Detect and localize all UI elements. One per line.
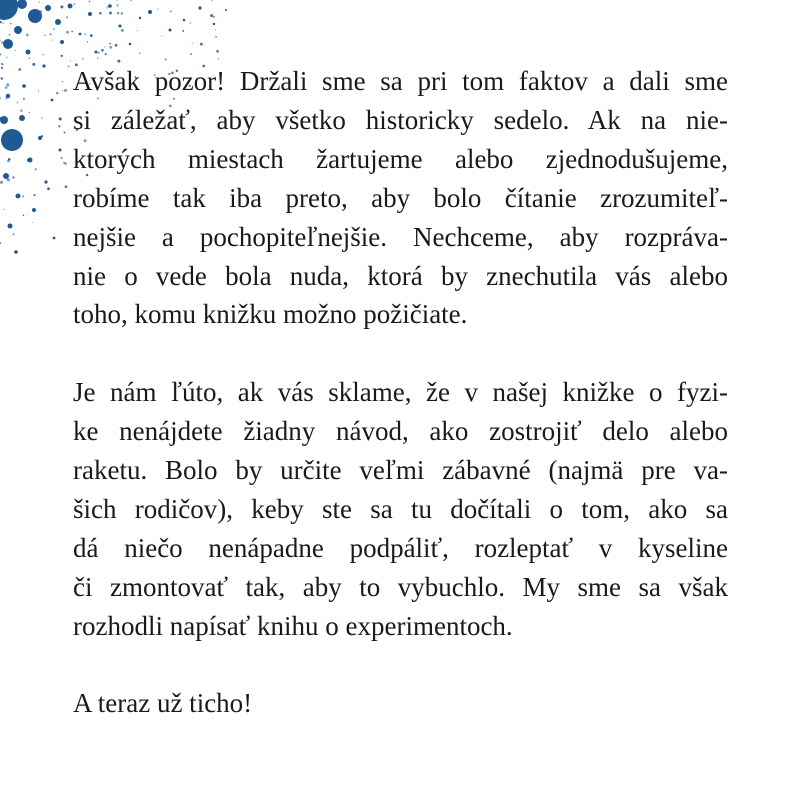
paragraph-gap bbox=[73, 334, 728, 373]
text-line: či zmontovať tak, aby to vybuchlo. My sme sa však bbox=[73, 571, 728, 602]
text-line: si záležať, aby všetko historicky sedelo. Ak na nie- bbox=[73, 104, 728, 135]
text-line: nie o vede bola nuda, ktorá by znechutila vás alebo bbox=[73, 260, 728, 291]
text-line: Avšak pozor! Držali sme sa pri tom faktov a dali sme bbox=[73, 66, 728, 96]
text-line: robíme tak iba preto, aby bolo čítanie zrozumiteľ- bbox=[73, 182, 728, 213]
text-line: šich rodičov), keby ste sa tu dočítali o tom, ako sa bbox=[73, 493, 728, 524]
paragraph-gap bbox=[73, 646, 728, 685]
text-line: A teraz už ticho! bbox=[73, 688, 253, 719]
paragraph-2 bbox=[73, 373, 728, 645]
text-line: ke nenájdete žiadny návod, ako zostrojiť delo alebo bbox=[73, 416, 728, 447]
text-line: dá niečo nenápadne podpáliť, rozleptať v kyseline bbox=[73, 532, 728, 563]
text-line: toho, komu knižku možno požičiate. bbox=[73, 299, 468, 330]
paragraph-1 bbox=[73, 62, 728, 334]
text-line: nejšie a pochopiteľnejšie. Nechceme, aby rozpráva- bbox=[73, 221, 728, 252]
text-line: rozhodli napísať knihu o experimentoch. bbox=[73, 610, 513, 641]
paragraph-3 bbox=[73, 684, 728, 723]
text-line: raketu. Bolo by určite veľmi zábavné (najmä pre va- bbox=[73, 455, 728, 486]
text-line: Je nám ľúto, ak vás sklame, že v našej knižke o fyzi- bbox=[73, 377, 728, 408]
text-line: ktorých miestach žartujeme alebo zjednodušujeme, bbox=[73, 143, 728, 174]
page-text bbox=[73, 62, 728, 723]
